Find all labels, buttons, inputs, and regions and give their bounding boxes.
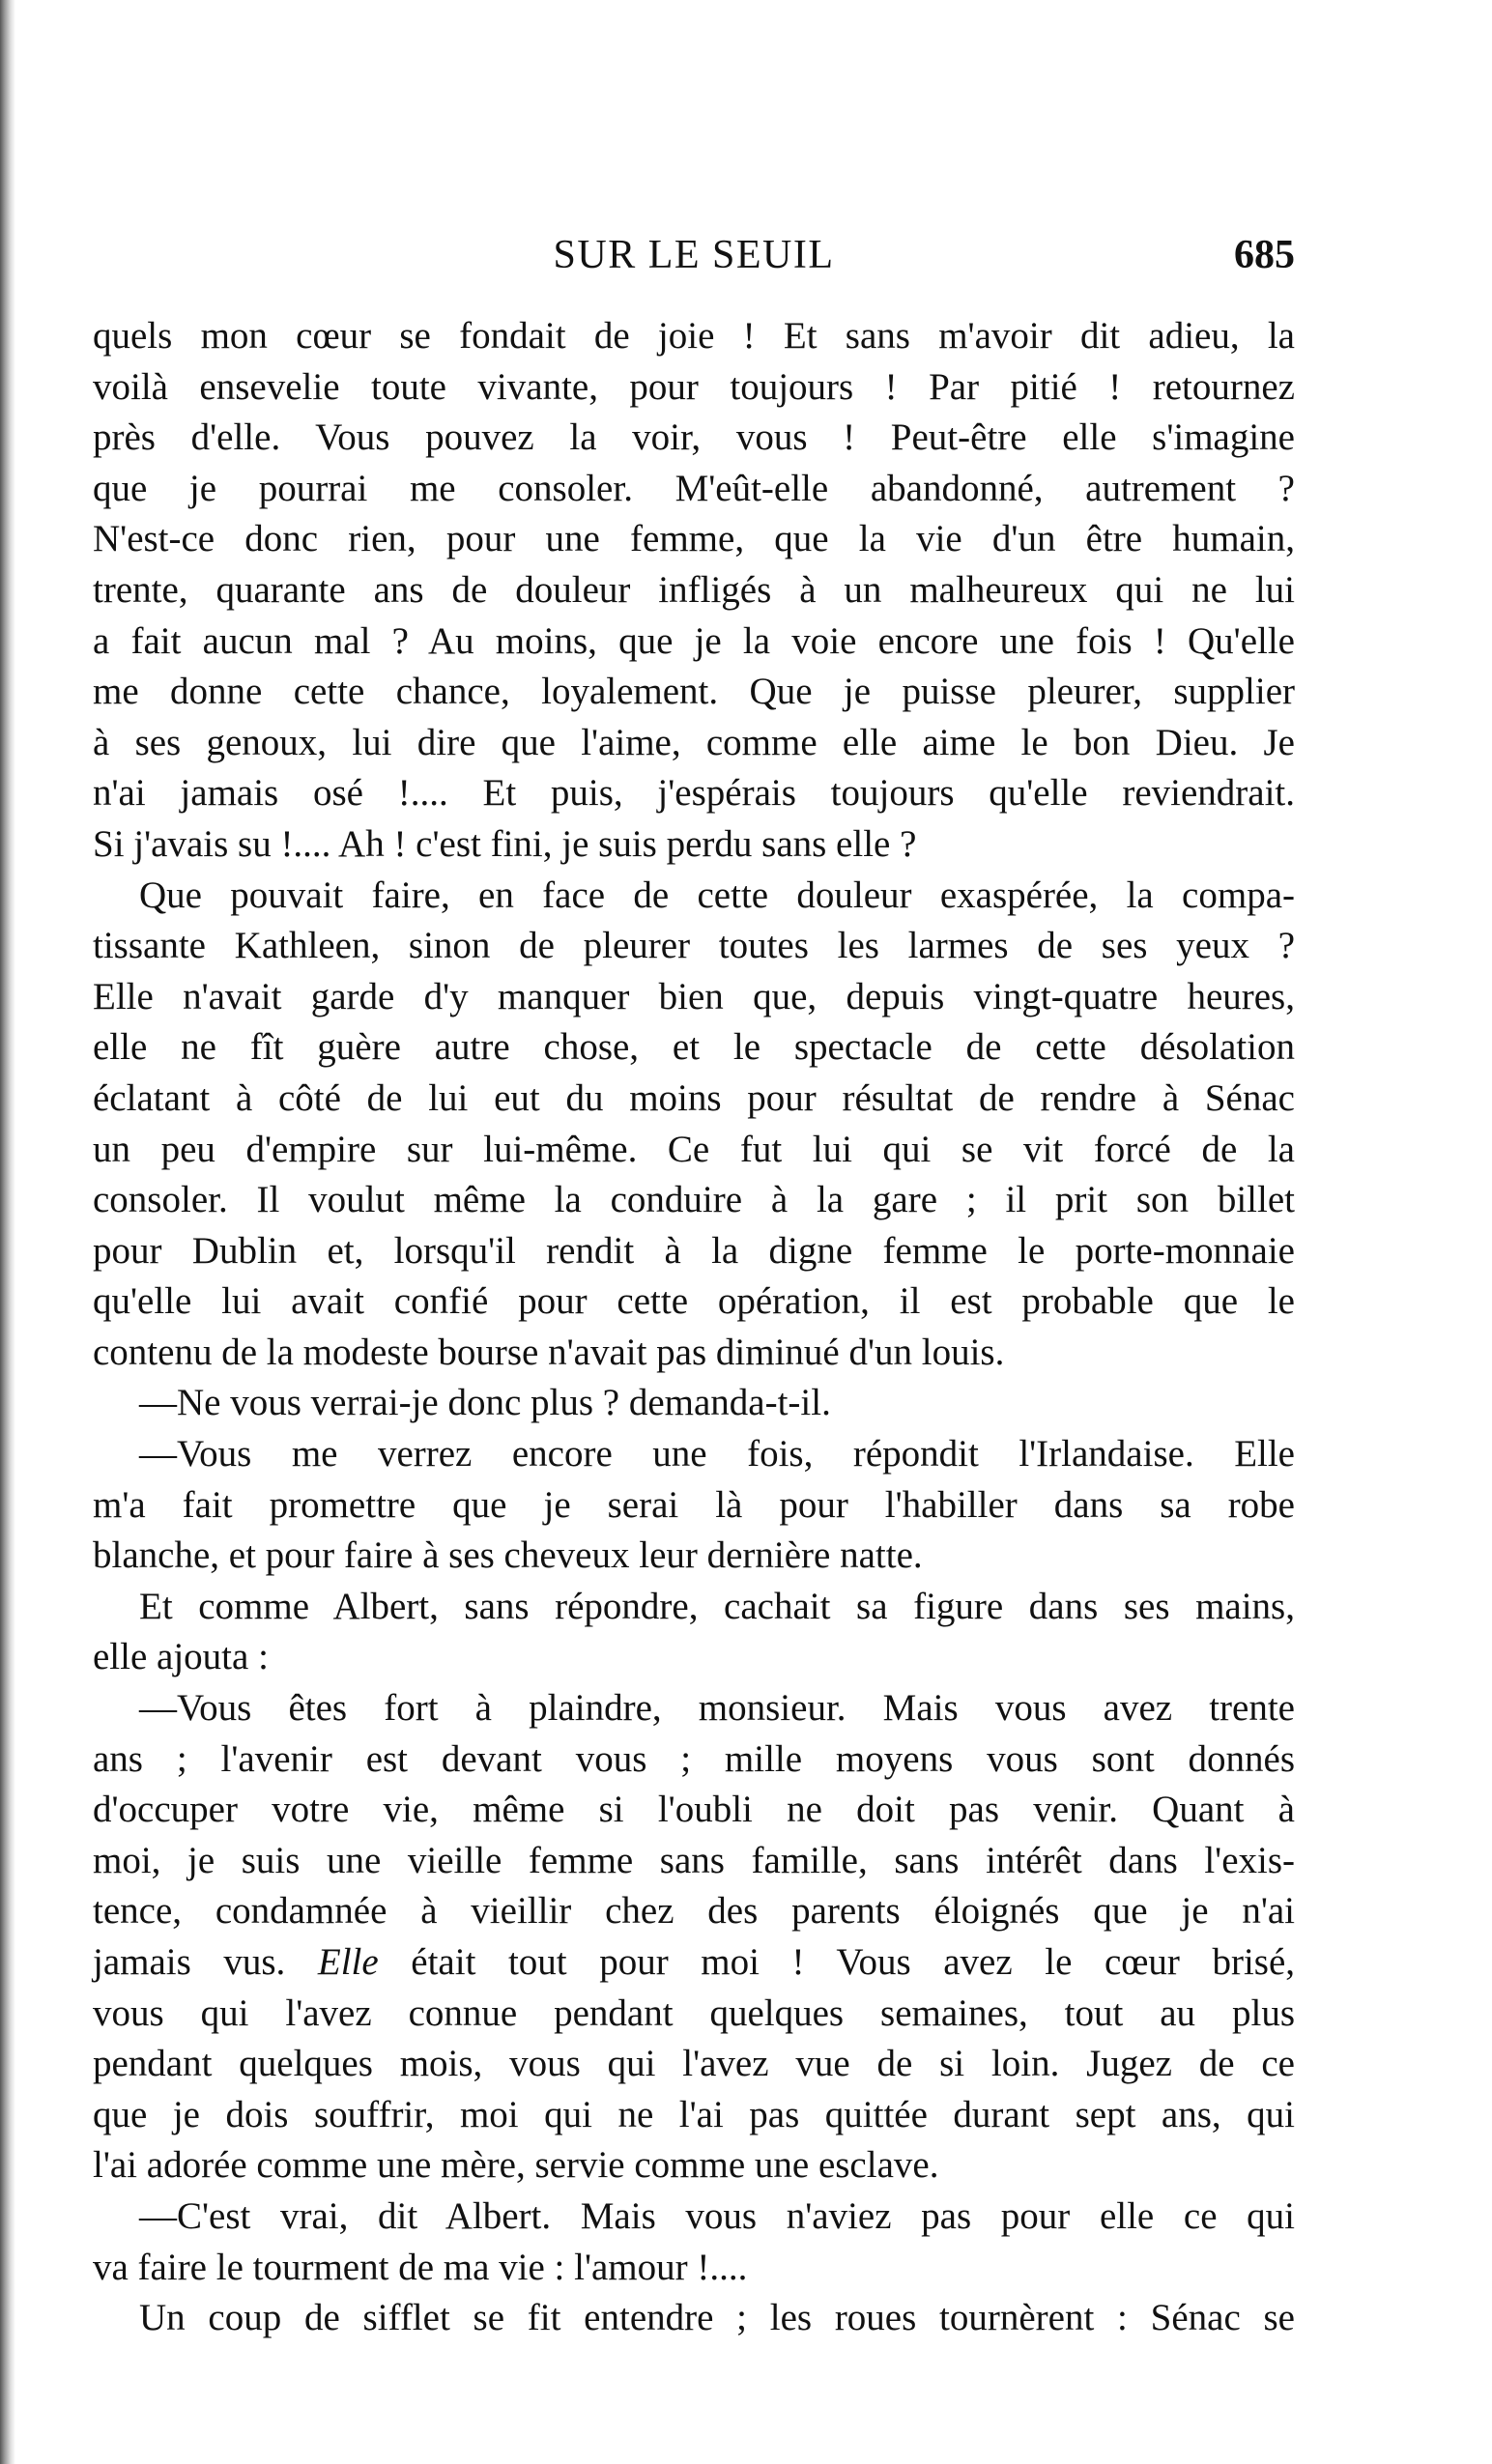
text-line: un peu d'empire sur lui-même. Ce fut lui qui se vit forcé de la bbox=[93, 1128, 1295, 1170]
text-line: d'occuper votre vie, même si l'oubli ne doit pas venir. Quant à bbox=[93, 1789, 1295, 1831]
text-line: Si j'avais su !.... Ah ! c'est fini, je suis perdu sans elle ? bbox=[93, 822, 917, 865]
text-line: moi, je suis une vieille femme sans famille, sans intérêt dans l'exis- bbox=[93, 1839, 1295, 1881]
text-line: l'ai adorée comme une mère, servie comme une esclave. bbox=[93, 2144, 939, 2187]
text-line: Elle n'avait garde d'y manquer bien que, depuis vingt-quatre heures, bbox=[93, 975, 1295, 1017]
page-number: 685 bbox=[1234, 233, 1295, 277]
text-line: a fait aucun mal ? Au moins, que je la voie encore une fois ! Qu'elle bbox=[93, 619, 1295, 662]
text-line: tence, condamnée à vieillir chez des parents éloignés que je n'ai bbox=[93, 1890, 1295, 1933]
text-line: Et comme Albert, sans répondre, cachait sa figure dans ses mains, bbox=[139, 1585, 1295, 1627]
text-line: que je dois souffrir, moi qui ne l'ai pas quittée durant sept ans, qui bbox=[93, 2093, 1295, 2135]
text-line: me donne cette chance, loyalement. Que je puisse pleurer, supplier bbox=[93, 671, 1295, 713]
text-line: —Ne vous verrai-je donc plus ? demanda-t-il. bbox=[139, 1382, 831, 1424]
text-line-mixed bbox=[93, 1937, 1295, 1989]
text-line: Un coup de sifflet se fit entendre ; les roues tournèrent : Sénac se bbox=[139, 2297, 1295, 2339]
text-line: n'ai jamais osé !.... Et puis, j'espérais toujours qu'elle reviendrait. bbox=[93, 772, 1295, 815]
text-line: elle ajouta : bbox=[93, 1636, 269, 1678]
text-line: à ses genoux, lui dire que l'aime, comme elle aime le bon Dieu. Je bbox=[93, 721, 1295, 763]
text-line: va faire le tourment de ma vie : l'amour !.... bbox=[93, 2246, 748, 2288]
text-line: éclatant à côté de lui eut du moins pour résultat de rendre à Sénac bbox=[93, 1076, 1295, 1119]
text-line: blanche, et pour faire à ses cheveux leur dernière natte. bbox=[93, 1534, 923, 1577]
text-line: —Vous me verrez encore une fois, répondit l'Irlandaise. Elle bbox=[139, 1433, 1295, 1476]
text-segment: jamais vus. bbox=[93, 1941, 286, 1983]
text-line: qu'elle lui avait confié pour cette opération, il est probable que le bbox=[93, 1280, 1295, 1323]
text-line: N'est-ce donc rien, pour une femme, que la vie d'un être humain, bbox=[93, 518, 1295, 560]
text-line: près d'elle. Vous pouvez la voir, vous ! Peut-être elle s'imagine bbox=[93, 416, 1295, 459]
text-line: voilà ensevelie toute vivante, pour toujours ! Par pitié ! retournez bbox=[93, 365, 1295, 408]
text-line: vous qui l'avez connue pendant quelques semaines, tout au plus bbox=[93, 1991, 1295, 2034]
text-line: quels mon cœur se fondait de joie ! Et sans m'avoir dit adieu, la bbox=[93, 315, 1295, 357]
text-line: contenu de la modeste bourse n'avait pas diminué d'un louis. bbox=[93, 1331, 1005, 1373]
page-header bbox=[93, 232, 1295, 290]
text-line: —C'est vrai, dit Albert. Mais vous n'aviez pas pour elle ce qui bbox=[139, 2194, 1295, 2237]
text-line: elle ne fît guère autre chose, et le spectacle de cette désolation bbox=[93, 1026, 1295, 1069]
body-text bbox=[93, 311, 1295, 2344]
text-line: tissante Kathleen, sinon de pleurer toutes les larmes de ses yeux ? bbox=[93, 925, 1295, 967]
text-line: que je pourrai me consoler. M'eût-elle abandonné, autrement ? bbox=[93, 467, 1295, 509]
text-line: pendant quelques mois, vous qui l'avez vue de si loin. Jugez de ce bbox=[93, 2043, 1295, 2085]
text-line: pour Dublin et, lorsqu'il rendit à la digne femme le porte-monnaie bbox=[93, 1229, 1295, 1272]
text-line: ans ; l'avenir est devant vous ; mille moyens vous sont donnés bbox=[93, 1737, 1295, 1780]
text-line: trente, quarante ans de douleur infligés à un malheureux qui ne lui bbox=[93, 568, 1295, 611]
running-title: SUR LE SEUIL bbox=[553, 233, 835, 277]
text-line: m'a fait promettre que je serai là pour l'habiller dans sa robe bbox=[93, 1483, 1295, 1526]
page-binding-edge bbox=[0, 0, 15, 2464]
text-line: —Vous êtes fort à plaindre, monsieur. Mais vous avez trente bbox=[139, 1687, 1295, 1730]
italic-word: Elle bbox=[317, 1941, 379, 1983]
text-line: Que pouvait faire, en face de cette douleur exaspérée, la compa- bbox=[139, 874, 1295, 916]
text-segment: était tout pour moi ! Vous avez le cœur brisé, bbox=[411, 1941, 1296, 1983]
text-line: consoler. Il voulut même la conduire à la gare ; il prit son billet bbox=[93, 1179, 1295, 1221]
